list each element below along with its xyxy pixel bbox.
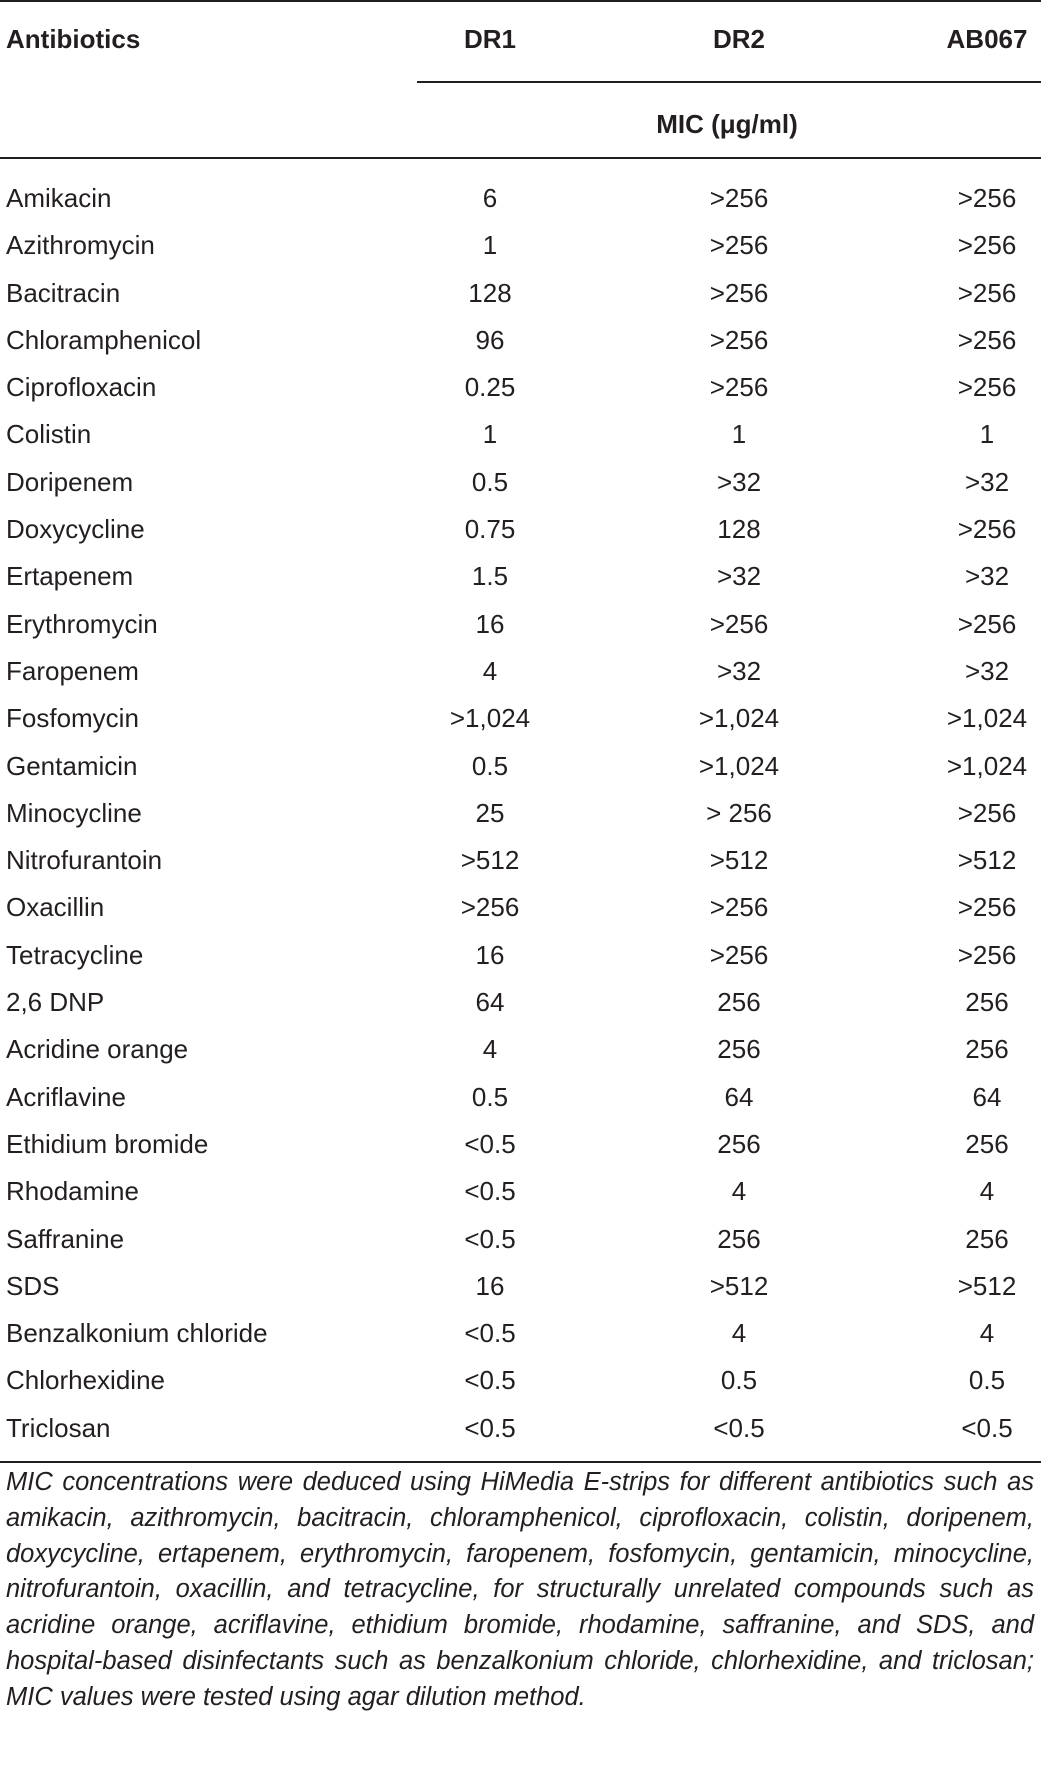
dr2-value: >256 [709, 183, 769, 213]
antibiotic-name: Erythromycin [6, 608, 158, 639]
header-sub-rule [417, 81, 1041, 83]
ab067-value: 64 [972, 1081, 1002, 1112]
dr2-value: 4 [731, 1176, 747, 1207]
dr1-value: 128 [468, 277, 512, 308]
dr2-value: 256 [717, 1223, 761, 1254]
dr1-value: 4 [482, 655, 498, 686]
ab067-value: >32 [964, 561, 1010, 592]
table-row [0, 1405, 1041, 1452]
table-row [0, 1168, 1041, 1215]
antibiotic-name: Azithromycin [6, 230, 155, 261]
dr2-value: >256 [709, 277, 769, 308]
ab067-value: 1 [979, 419, 995, 450]
antibiotic-name: Rhodamine [6, 1176, 139, 1207]
dr1-value: 0.5 [471, 750, 509, 781]
dr2-value: >1,024 [698, 750, 780, 781]
table-body [0, 175, 1041, 1452]
table-row [0, 648, 1041, 695]
dr1-value: 6 [482, 183, 498, 213]
ab067-value: >256 [957, 939, 1017, 970]
dr2-value: >256 [709, 230, 769, 261]
ab067-value: >1,024 [946, 703, 1028, 734]
ab067-value: >1,024 [946, 750, 1028, 781]
table-row [0, 884, 1041, 931]
ab067-value: 4 [979, 1318, 995, 1349]
table-row [0, 695, 1041, 742]
header-mic-unit: MIC (μg/ml) [656, 109, 798, 139]
antibiotic-name: Triclosan [6, 1412, 111, 1443]
dr1-value: <0.5 [464, 1412, 516, 1443]
dr1-value: 1 [482, 230, 498, 261]
dr2-value: > 256 [706, 797, 772, 828]
dr2-value: >32 [716, 466, 762, 497]
table-row [0, 743, 1041, 790]
table-row [0, 1216, 1041, 1263]
ab067-value: 256 [965, 1034, 1009, 1065]
antibiotic-name: Amikacin [6, 183, 112, 213]
antibiotic-name: Faropenem [6, 655, 139, 686]
dr1-value: <0.5 [464, 1365, 516, 1396]
ab067-value: >512 [957, 845, 1017, 876]
dr2-value: >256 [709, 939, 769, 970]
dr2-value: >1,024 [698, 703, 780, 734]
dr1-value: 1 [482, 419, 498, 450]
antibiotic-name: Chlorhexidine [6, 1365, 165, 1396]
table-row [0, 270, 1041, 317]
antibiotic-name: Chloramphenicol [6, 324, 202, 355]
dr2-value: 1 [731, 419, 747, 450]
dr2-value: 128 [717, 514, 761, 545]
dr1-value: 4 [482, 1034, 498, 1065]
dr1-value: >512 [460, 845, 520, 876]
table-row [0, 1263, 1041, 1310]
dr2-value: 256 [717, 1128, 761, 1159]
dr2-value: >512 [709, 1270, 769, 1301]
dr2-value: 256 [717, 1034, 761, 1065]
ab067-value: >256 [957, 324, 1017, 355]
antibiotic-name: Acridine orange [6, 1034, 189, 1065]
ab067-value: >32 [964, 466, 1010, 497]
ab067-value: >256 [957, 797, 1017, 828]
dr2-value: 256 [717, 987, 761, 1018]
dr1-value: 25 [475, 797, 505, 828]
table-row [0, 317, 1041, 364]
ab067-value: 256 [965, 1223, 1009, 1254]
antibiotic-name: Doxycycline [6, 514, 145, 545]
antibiotic-name: Ethidium bromide [6, 1128, 209, 1159]
antibiotic-name: Bacitracin [6, 277, 121, 308]
ab067-value: 4 [979, 1176, 995, 1207]
dr2-value: 4 [731, 1318, 747, 1349]
header-ab067: AB067 [946, 24, 1028, 54]
ab067-value: 256 [965, 1128, 1009, 1159]
table-bottom-rule [0, 1461, 1041, 1463]
top-rule [0, 0, 1041, 2]
dr2-value: <0.5 [713, 1412, 765, 1443]
dr2-value: 0.5 [720, 1365, 758, 1396]
antibiotic-name: Ertapenem [6, 561, 134, 592]
dr2-value: >256 [709, 324, 769, 355]
dr2-value: >256 [709, 892, 769, 923]
dr1-value: <0.5 [464, 1223, 516, 1254]
antibiotic-name: Nitrofurantoin [6, 845, 163, 876]
dr1-value: 64 [475, 987, 505, 1018]
dr1-value: <0.5 [464, 1318, 516, 1349]
ab067-value: >512 [957, 1270, 1017, 1301]
dr2-value: >512 [709, 845, 769, 876]
dr1-value: 16 [475, 1270, 505, 1301]
dr1-value: >256 [460, 892, 520, 923]
dr1-value: 16 [475, 608, 505, 639]
ab067-value: <0.5 [961, 1412, 1013, 1443]
table-row [0, 175, 1041, 222]
table-row [0, 837, 1041, 884]
antibiotic-name: Saffranine [6, 1223, 125, 1254]
dr1-value: 0.25 [464, 372, 516, 403]
ab067-value: >256 [957, 277, 1017, 308]
ab067-value: >256 [957, 608, 1017, 639]
dr1-value: <0.5 [464, 1176, 516, 1207]
table-row [0, 222, 1041, 269]
ab067-value: >256 [957, 514, 1017, 545]
dr1-value: 16 [475, 939, 505, 970]
ab067-value: 256 [965, 987, 1009, 1018]
dr2-value: 64 [724, 1081, 754, 1112]
table-row [0, 932, 1041, 979]
dr2-value: >256 [709, 372, 769, 403]
ab067-value: 0.5 [968, 1365, 1006, 1396]
header-antibiotics: Antibiotics [6, 24, 141, 54]
antibiotic-name: Gentamicin [6, 750, 138, 781]
table-row [0, 364, 1041, 411]
table-row [0, 553, 1041, 600]
table-row [0, 411, 1041, 458]
antibiotic-name: Ciprofloxacin [6, 372, 157, 403]
dr1-value: 0.75 [464, 514, 516, 545]
table-row [0, 1310, 1041, 1357]
ab067-value: >256 [957, 892, 1017, 923]
table-row [0, 790, 1041, 837]
antibiotic-name: 2,6 DNP [6, 987, 105, 1018]
table-footnote: MIC concentrations were deduced using HiMedia E-strips for different antibiotics such as amikacin, azithromycin, bacitracin, chloramphenicol, ciprofloxacin, colistin, doripenem, doxycycline, ertapenem, erythromycin, faropenem, fosfomycin, gentamicin, minocycline, nitrofurantoin, oxacillin, and tetracycline, for structurally unrelated compounds such as acridine orange, acriflavine, ethidium bromide, rhodamine, saffranine, and SDS, and hospital-based disinfectants such as benzalkonium chloride, chlorhexidine, and triclosan; MIC values were tested using agar dilution method. [6, 1468, 1034, 1711]
header-dr2: DR2 [712, 24, 766, 54]
dr1-value: 0.5 [471, 466, 509, 497]
antibiotic-name: Doripenem [6, 466, 134, 497]
antibiotic-name: Fosfomycin [6, 703, 139, 734]
header-bottom-rule [0, 157, 1041, 159]
table-row [0, 979, 1041, 1026]
table-row [0, 1357, 1041, 1404]
dr1-value: 1.5 [471, 561, 509, 592]
dr1-value: 0.5 [471, 1081, 509, 1112]
dr1-value: >1,024 [449, 703, 531, 734]
dr1-value: <0.5 [464, 1128, 516, 1159]
dr2-value: >256 [709, 608, 769, 639]
antibiotic-name: Acriflavine [6, 1081, 126, 1112]
antibiotic-name: Tetracycline [6, 939, 144, 970]
ab067-value: >256 [957, 230, 1017, 261]
table-row [0, 506, 1041, 553]
antibiotic-name: Colistin [6, 419, 92, 450]
table-row [0, 1074, 1041, 1121]
table-row [0, 1121, 1041, 1168]
dr2-value: >32 [716, 561, 762, 592]
ab067-value: >256 [957, 183, 1017, 213]
antibiotic-name: Minocycline [6, 797, 142, 828]
antibiotic-name: Oxacillin [6, 892, 105, 923]
antibiotic-name: SDS [6, 1270, 60, 1301]
table-row [0, 459, 1041, 506]
header-dr1: DR1 [463, 24, 517, 54]
dr2-value: >32 [716, 655, 762, 686]
ab067-value: >32 [964, 655, 1010, 686]
dr1-value: 96 [475, 324, 505, 355]
table-row [0, 601, 1041, 648]
ab067-value: >256 [957, 372, 1017, 403]
antibiotic-name: Benzalkonium chloride [6, 1318, 268, 1349]
table-row [0, 1026, 1041, 1073]
